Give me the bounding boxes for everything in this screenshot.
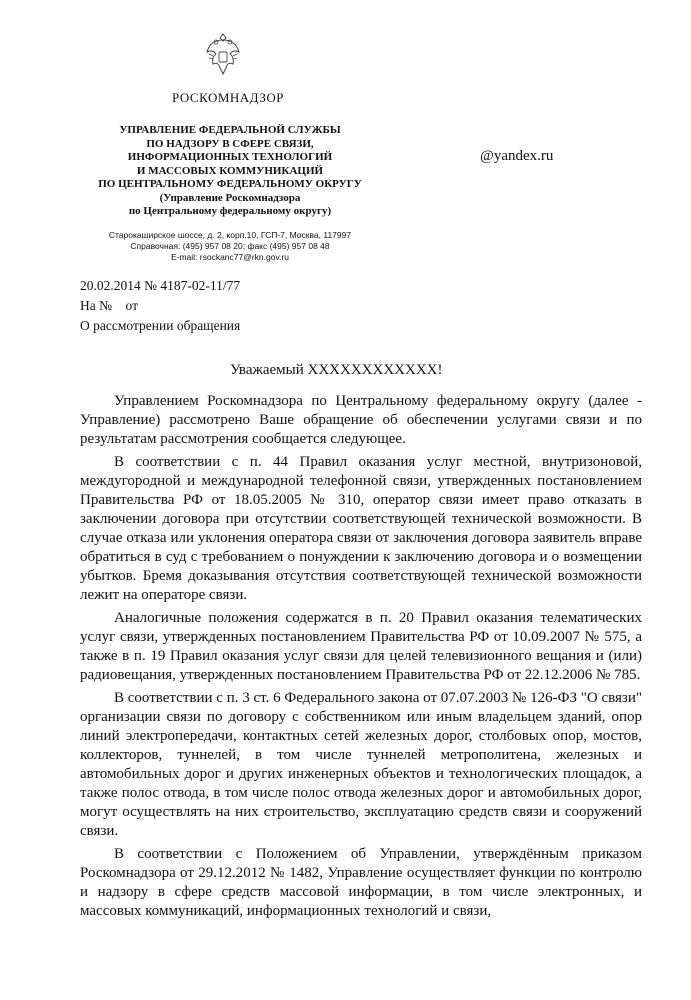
registration-block [80,276,240,336]
org-full-name [80,124,380,219]
recipient-email: @yandex.ru [480,148,554,164]
body-paragraph: В соответствии с п. 44 Правил оказания услуг местной, внутризоновой, междугородной и международной телефонной связи, утвержденных постановлением Правительства РФ от 18.05.2005 № 310, оператор связи имеет право отказать в заключении договора при отсутствии соответствующей технической возможности. В случае отказа или уклонения оператора связи от заключения договора заявитель вправе обратиться в суд с требованием о понуждении к заключению договора и о возмещении убытков. Бремя доказывания отсутствия соответствующей технической возможности лежит на операторе связи. [80,454,642,603]
org-name-line: по Центральному федеральному округу) [128,205,332,217]
org-name-line: ПО ЦЕНТРАЛЬНОМУ ФЕДЕРАЛЬНОМУ ОКРУГУ [98,178,362,190]
coat-of-arms-emblem-icon [203,30,243,78]
salutation: Уважаемый ХХХХХХХХХХХХ! [230,362,443,378]
org-name-line: И МАССОВЫХ КОММУНИКАЦИЙ [136,164,324,177]
org-name-line: ПО НАДЗОРУ В СФЕРЕ СВЯЗИ, [146,137,314,150]
phone-line: Справочная: (495) 957 08 20; факс (495) 957 08 48 [130,241,330,251]
email-line: E-mail: rsockanc77@rkn.gov.ru [170,252,290,262]
org-address-block [80,230,380,263]
reply-to: На № от [80,298,138,313]
body-paragraph: В соответствии с Положением об Управлении, утверждённым приказом Роскомнадзора от 29.12.2012 № 1482, Управление осуществляет функции по контролю и надзору в сфере средств массовой информации, в том числе электронных, и массовых коммуникаций, информационных технологий и связи, [80,846,642,919]
org-short-name: РОСКОМНАДЗОР [172,90,284,105]
org-name-line: УПРАВЛЕНИЕ ФЕДЕРАЛЬНОЙ СЛУЖБЫ [119,124,341,136]
address-line: Старокаширское шоссе, д. 2, корп.10, ГСП-7, Москва, 117997 [108,230,352,240]
subject: О рассмотрении обращения [80,318,241,333]
org-name-line: (Управление Роскомнадзора [159,191,301,204]
date-number: 20.02.2014 № 4187-02-11/77 [80,278,241,293]
org-name-line: ИНФОРМАЦИОННЫХ ТЕХНОЛОГИЙ [127,151,333,163]
letter-body [80,392,642,925]
body-paragraph: Управлением Роскомнадзора по Центральному федеральному округу (далее - Управление) рассмотрено Ваше обращение об обеспечении услугами связи и по результатам рассмотрения сообщается следующее. [80,393,642,447]
body-paragraph: В соответствии с п. 3 ст. 6 Федерального закона от 07.07.2003 № 126-ФЗ "О связи" организации связи по договору с собственником или иным владельцем зданий, опор линий электропередачи, контактных сетей железных дорог, столбовых опор, мостов, коллекторов, туннелей, в том числе туннелей метрополитена, железных и автомобильных дорог и других инженерных объектов и технологических площадок, а также полос отвода, в том числе полос отвода железных дорог и автомобильных дорог, могут осуществлять на них строительство, эксплуатацию средств связи и сооружений связи. [80,690,642,839]
body-paragraph: Аналогичные положения содержатся в п. 20 Правил оказания телематических услуг связи, утвержденных постановлением Правительства РФ от 10.09.2007 № 575, а также в п. 19 Правил оказания услуг связи для целей телевизионного вещания и (или) радиовещания, утвержденных постановлением Правительства РФ от 22.12.2006 № 785. [80,610,642,683]
